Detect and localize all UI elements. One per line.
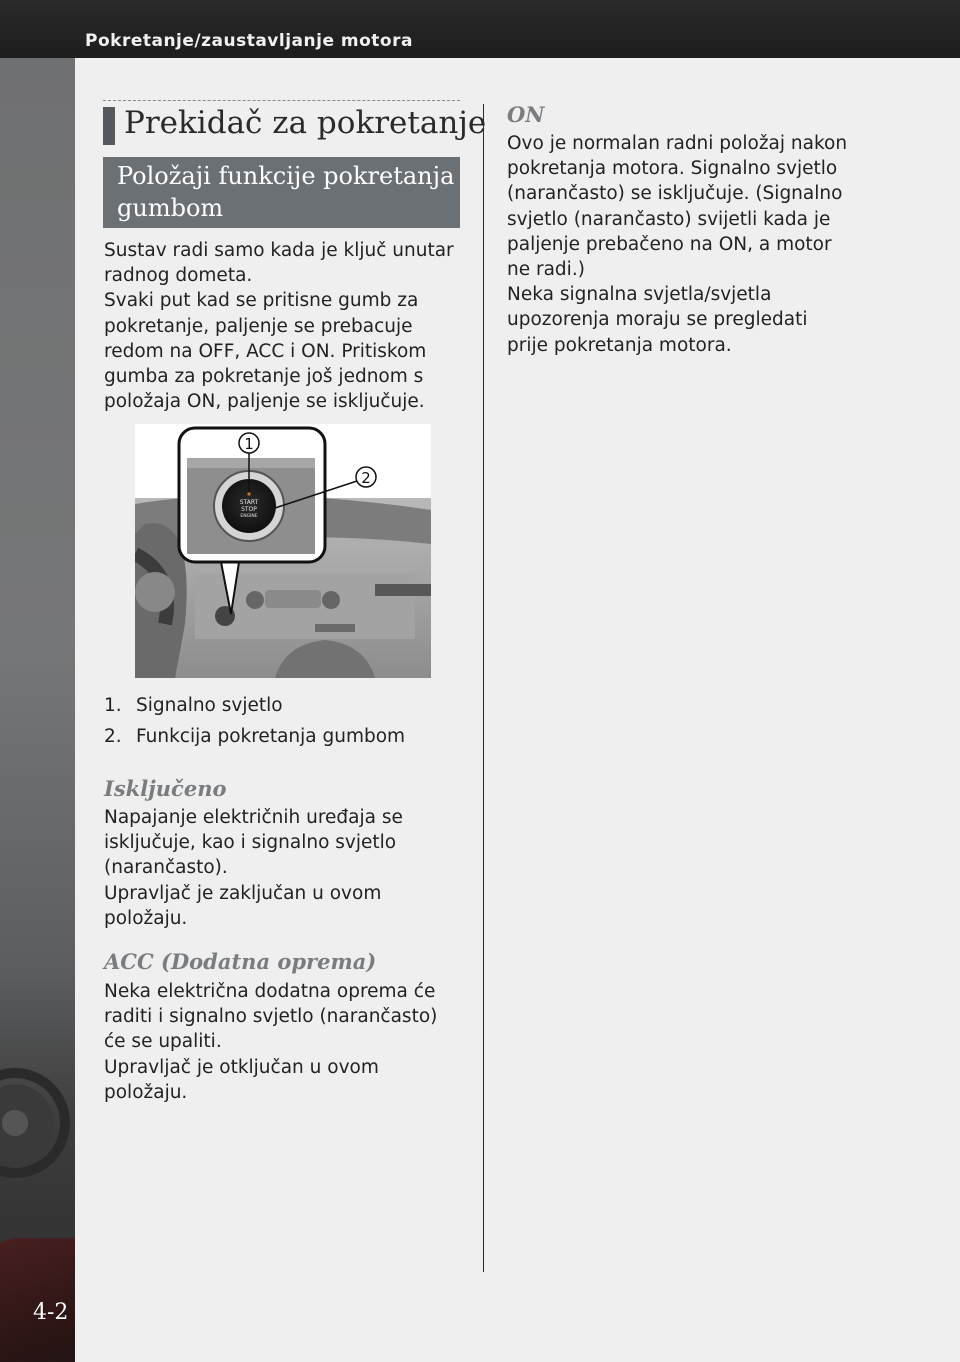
section-subtitle	[103, 157, 460, 228]
text-line: Upravljač je otključan u ovom	[104, 1056, 379, 1078]
list-text: Funkcija pokretanja gumbom	[136, 726, 406, 747]
text-line: Neka signalna svjetla/svjetla	[507, 284, 772, 306]
figure-legend	[104, 690, 405, 752]
off-heading: Isključeno	[104, 776, 227, 801]
column-divider	[483, 104, 484, 1272]
off-paragraph	[104, 805, 403, 931]
text-line: Upravljač je zaključan u ovom	[104, 882, 382, 904]
text-line: pokretanja motora. Signalno svjetlo	[507, 158, 838, 180]
on-heading: ON	[507, 102, 545, 127]
acc-paragraph	[104, 979, 437, 1105]
text-line: (narančasto).	[104, 857, 228, 879]
button-label-line: ENGINE	[240, 514, 258, 519]
text-line: Neka električna dodatna oprema će	[104, 981, 436, 1002]
button-label-line: STOP	[241, 506, 257, 513]
callout-number: 1	[244, 435, 254, 453]
text-line: radnog dometa.	[104, 265, 253, 287]
list-number: 2.	[104, 726, 122, 747]
button-label-line: START	[239, 499, 259, 506]
list-item	[104, 690, 405, 721]
text-line: Svaki put kad se pritisne gumb za	[104, 290, 419, 312]
text-line: (narančasto) se isključuje. (Signalno	[507, 183, 843, 205]
text-line: položaju.	[104, 1081, 188, 1103]
page-number: 4-2	[33, 1300, 69, 1325]
text-line: prije pokretanja motora.	[507, 334, 732, 356]
list-text: Signalno svjetlo	[136, 695, 283, 716]
list-item	[104, 721, 405, 752]
text-line: paljenje prebačeno na ON, a motor	[507, 233, 832, 255]
subtitle-line: gumbom	[117, 194, 224, 222]
text-line: raditi i signalno svjetlo (narančasto)	[104, 1006, 438, 1028]
text-line: Ovo je normalan radni položaj nakon	[507, 133, 848, 154]
text-line: ne radi.)	[507, 259, 585, 281]
text-line: svjetlo (narančasto) svijetli kada je	[507, 208, 831, 230]
side-strip	[0, 58, 75, 1362]
text-line: Sustav radi samo kada je ključ unutar	[104, 240, 454, 261]
section-title: Pokretanje/zaustavljanje motora	[85, 31, 413, 51]
list-number: 1.	[104, 695, 122, 716]
text-line: isključuje, kao i signalno svjetlo	[104, 832, 397, 854]
acc-heading: ACC (Dodatna oprema)	[104, 949, 377, 974]
title-accent-bar	[103, 107, 115, 145]
on-paragraph	[507, 131, 847, 358]
callout-number: 2	[361, 469, 371, 487]
header-bar	[0, 0, 960, 58]
start-button-illustration	[135, 424, 431, 678]
text-line: upozorenja moraju se pregledati	[507, 309, 808, 331]
text-line: Napajanje električnih uređaja se	[104, 807, 403, 828]
text-line: položaju.	[104, 907, 188, 929]
text-line: redom na OFF, ACC i ON. Pritiskom	[104, 340, 427, 362]
text-line: pokretanje, paljenje se prebacuje	[104, 315, 413, 337]
text-line: će se upaliti.	[104, 1031, 222, 1053]
steering-wheel-photo	[0, 1068, 70, 1178]
intro-paragraph	[104, 238, 454, 414]
text-line: gumba za pokretanje još jednom s	[104, 366, 424, 388]
subtitle-line: Položaji funkcije pokretanja	[117, 162, 455, 190]
page-title-block	[103, 100, 487, 147]
text-line: položaja ON, paljenje se isključuje.	[104, 391, 425, 413]
page-title: Prekidač za pokretanje	[124, 105, 487, 141]
